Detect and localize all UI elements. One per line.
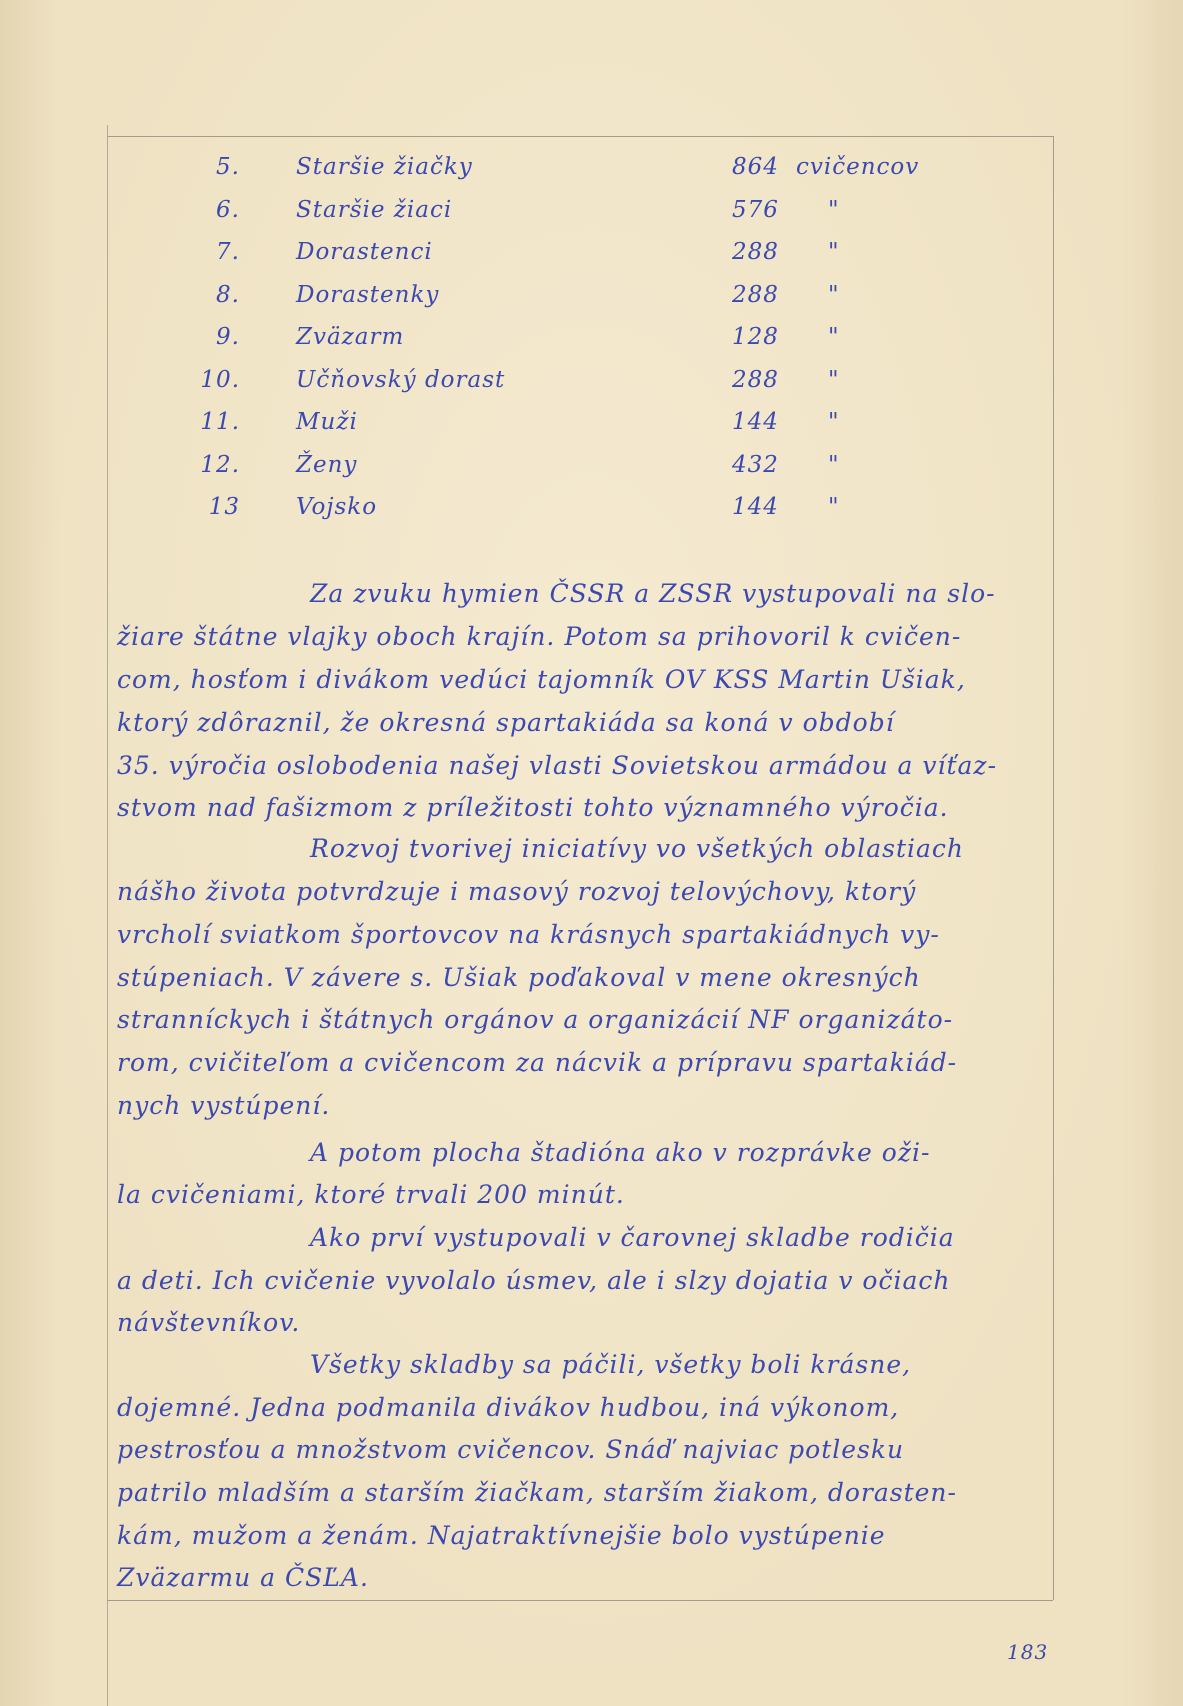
list-item-unit: " bbox=[828, 452, 840, 478]
list-item-number: 5. bbox=[216, 154, 240, 180]
text-line: žiare štátne vlajky oboch krajín. Potom sa prihovoril k cvičen- bbox=[117, 622, 962, 651]
list-item-count: 432 bbox=[732, 452, 779, 478]
text-line: A potom plocha štadióna ako v rozprávke oži- bbox=[310, 1138, 931, 1167]
frame-left-line bbox=[107, 125, 108, 1706]
list-item-name: Vojsko bbox=[296, 494, 378, 520]
list-item-unit: cvičencov bbox=[796, 154, 920, 180]
list-item-name: Staršie žiaci bbox=[296, 197, 453, 223]
list-item-number: 8. bbox=[216, 282, 240, 308]
text-line: dojemné. Jedna podmanila divákov hudbou, iná výkonom, bbox=[117, 1393, 900, 1422]
list-item-name: Ženy bbox=[296, 452, 358, 478]
text-line: com, hosťom i divákom vedúci tajomník OV KSS Martin Ušiak, bbox=[117, 665, 966, 694]
text-line: Za zvuku hymien ČSSR a ZSSR vystupovali na slo- bbox=[310, 579, 996, 608]
list-item-number: 9. bbox=[216, 324, 240, 350]
frame-top-line bbox=[107, 136, 1053, 137]
list-item-name: Muži bbox=[296, 409, 358, 435]
list-item-name: Dorastenci bbox=[296, 239, 433, 265]
list-item-count: 128 bbox=[732, 324, 779, 350]
text-line: nych vystúpení. bbox=[117, 1091, 331, 1120]
text-line: ktorý zdôraznil, že okresná spartakiáda sa koná v období bbox=[117, 708, 895, 737]
list-item-number: 13 bbox=[208, 494, 240, 520]
list-item-count: 144 bbox=[732, 409, 779, 435]
list-item-count: 288 bbox=[732, 282, 779, 308]
list-item-unit: " bbox=[828, 494, 840, 520]
text-line: Ako prví vystupovali v čarovnej skladbe rodičia bbox=[310, 1223, 955, 1252]
text-line: stúpeniach. V závere s. Ušiak poďakoval v mene okresných bbox=[117, 963, 921, 992]
text-line: návštevníkov. bbox=[117, 1308, 301, 1337]
list-item-unit: " bbox=[828, 367, 840, 393]
frame-bottom-line bbox=[107, 1600, 1053, 1601]
text-line: Zväzarmu a ČSĽA. bbox=[117, 1563, 369, 1592]
page-number: 183 bbox=[1007, 1640, 1049, 1664]
text-line: stranníckych i štátnych orgánov a organizácií NF organizáto- bbox=[117, 1005, 954, 1034]
text-line: la cvičeniami, ktoré trvali 200 minút. bbox=[117, 1180, 625, 1209]
list-item-number: 6. bbox=[216, 197, 240, 223]
list-item-unit: " bbox=[828, 324, 840, 350]
frame-right-line bbox=[1053, 136, 1054, 1600]
list-item-unit: " bbox=[828, 409, 840, 435]
list-item-name: Staršie žiačky bbox=[296, 154, 473, 180]
list-item-count: 864 bbox=[732, 154, 779, 180]
list-item-number: 11. bbox=[200, 409, 240, 435]
list-item-unit: " bbox=[828, 239, 840, 265]
text-line: a deti. Ich cvičenie vyvolalo úsmev, ale i slzy dojatia v očiach bbox=[117, 1266, 951, 1295]
text-line: Rozvoj tvorivej iniciatívy vo všetkých oblastiach bbox=[310, 834, 965, 863]
text-line: patrilo mladším a starším žiačkam, starším žiakom, dorasten- bbox=[117, 1478, 957, 1507]
list-item-number: 12. bbox=[200, 452, 240, 478]
text-line: stvom nad fašizmom z príležitosti tohto významného výročia. bbox=[117, 793, 949, 822]
list-item-number: 10. bbox=[200, 367, 240, 393]
text-line: vrcholí sviatkom športovcov na krásnych spartakiádnych vy- bbox=[117, 920, 940, 949]
text-line: Všetky skladby sa páčili, všetky boli krásne, bbox=[310, 1350, 912, 1379]
list-item-count: 144 bbox=[732, 494, 779, 520]
list-item-name: Učňovský dorast bbox=[296, 367, 506, 393]
text-line: 35. výročia oslobodenia našej vlasti Sovietskou armádou a víťaz- bbox=[117, 751, 998, 780]
text-line: pestrosťou a množstvom cvičencov. Snáď najviac potlesku bbox=[117, 1435, 905, 1464]
list-item-count: 288 bbox=[732, 367, 779, 393]
text-line: rom, cvičiteľom a cvičencom za nácvik a prípravu spartakiád- bbox=[117, 1048, 958, 1077]
list-item-name: Dorastenky bbox=[296, 282, 440, 308]
text-line: kám, mužom a ženám. Najatraktívnejšie bolo vystúpenie bbox=[117, 1521, 886, 1550]
list-item-unit: " bbox=[828, 197, 840, 223]
list-item-count: 288 bbox=[732, 239, 779, 265]
list-item-number: 7. bbox=[216, 239, 240, 265]
list-item-unit: " bbox=[828, 282, 840, 308]
text-line: nášho života potvrdzuje i masový rozvoj telovýchovy, ktorý bbox=[117, 877, 917, 906]
list-item-count: 576 bbox=[732, 197, 779, 223]
list-item-name: Zväzarm bbox=[296, 324, 405, 350]
